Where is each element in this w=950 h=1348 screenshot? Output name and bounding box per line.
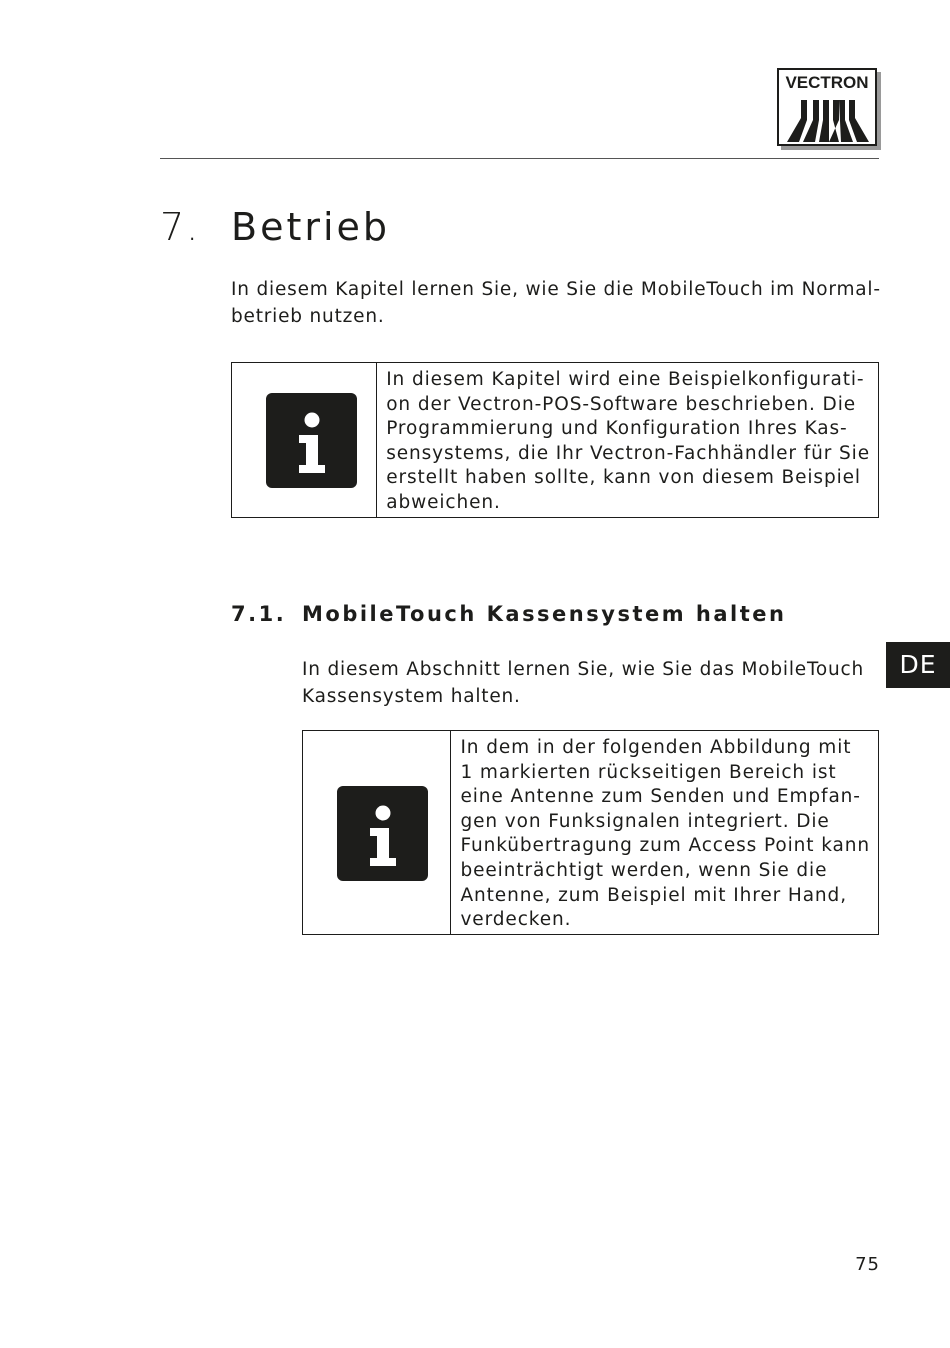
note-icon-cell xyxy=(232,363,377,517)
chapter-number: 7. xyxy=(160,205,201,249)
note-line: gen von Funksignalen integriert. Die xyxy=(460,810,830,832)
info-note-2 xyxy=(302,730,879,935)
note-line: Funkübertragung zum Access Point kann xyxy=(460,835,870,857)
note-line: erstellt haben sollte, kann von diesem Beispiel xyxy=(386,467,861,489)
chapter-intro-line: In diesem Kapitel lernen Sie, wie Sie die MobileTouch im Normal- xyxy=(231,279,881,300)
chapter-title: Betrieb xyxy=(231,205,391,249)
note-line: on der Vectron-POS-Software beschrieben. Die xyxy=(386,393,857,415)
header-rule xyxy=(160,158,879,159)
section-number: 7.1. xyxy=(231,602,287,626)
logo-bars-icon xyxy=(785,98,871,142)
note-line: Programmierung und Konfiguration Ihres Kas- xyxy=(386,418,848,440)
info-note-1 xyxy=(231,362,879,518)
page-number: 75 xyxy=(855,1254,880,1275)
note-line: beeinträchtigt werden, wenn Sie die xyxy=(460,859,828,881)
section-intro-line: In diesem Abschnitt lernen Sie, wie Sie das MobileTouch xyxy=(302,659,865,680)
vectron-logo xyxy=(777,68,877,146)
chapter-intro xyxy=(231,276,881,330)
note-line: abweichen. xyxy=(386,491,501,513)
note-line: sensystems, die Ihr Vectron-Fachhändler für Sie xyxy=(386,442,870,464)
note-line: verdecken. xyxy=(460,909,572,931)
note-line: In dem in der folgenden Abbildung mit xyxy=(460,737,852,758)
note-line: Antenne, zum Beispiel mit Ihrer Hand, xyxy=(460,884,847,906)
note-1-text xyxy=(377,363,878,517)
logo-text: VECTRON xyxy=(785,73,869,92)
note-line: eine Antenne zum Senden und Empfan- xyxy=(460,786,861,808)
chapter-intro-line: betrieb nutzen. xyxy=(231,306,385,327)
section-title: MobileTouch Kassensystem halten xyxy=(302,602,787,626)
note-line: 1 markierten rückseitigen Bereich ist xyxy=(460,761,837,783)
note-2-text xyxy=(451,731,878,934)
section-intro xyxy=(302,656,864,710)
note-line: In diesem Kapitel wird eine Beispielkonfigurati- xyxy=(386,369,865,390)
section-intro-line: Kassensystem halten. xyxy=(302,686,521,707)
info-icon xyxy=(266,393,357,488)
note-icon-cell xyxy=(303,731,451,934)
language-tab: DE xyxy=(886,642,950,688)
info-icon xyxy=(337,786,428,881)
